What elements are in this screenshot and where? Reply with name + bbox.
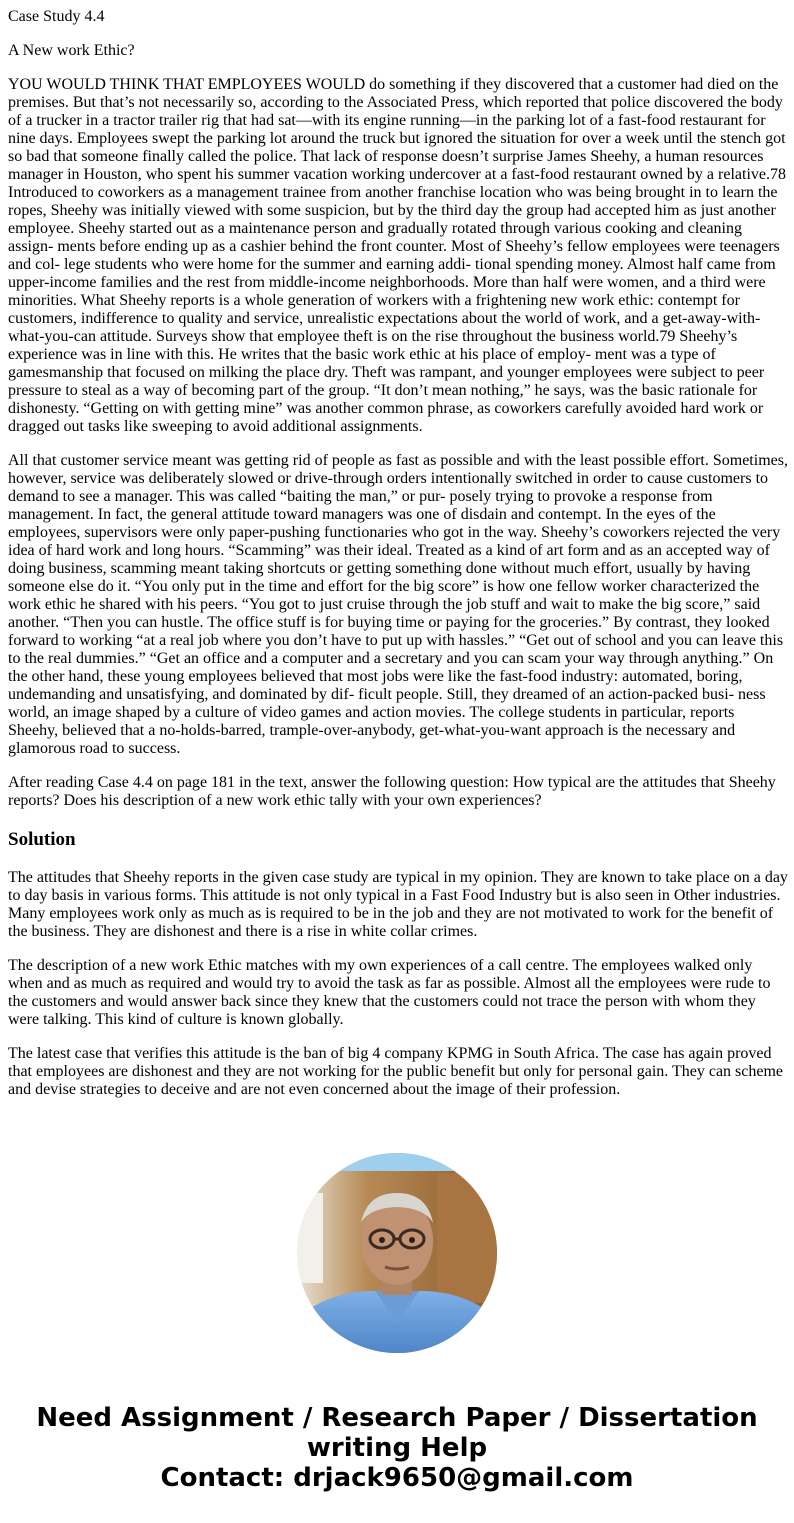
author-portrait-icon <box>297 1153 497 1353</box>
case-paragraph: All that customer service meant was getting rid of people as fast as possible and with the least possible effort. Sometimes, however, service was deliberately slowed or drive-through orders intentionally switched in order to cause customers to demand to see a manager. This was called “baiting the man,” or pur- posely trying to provoke a response from management. In fact, the general attitude toward managers was one of disdain and contempt. In the eyes of the employees, supervisors were only paper-pushing functionaries who got in the way. Sheehy’s coworkers rejected the very idea of hard work and long hours. “Scamming” was their ideal. Treated as a kind of art form and as an accepted way of doing business, scamming meant taking shortcuts or getting something done without much effort, usually by having someone else do it. “You only put in the time and effort for the big score” is how one fellow worker characterized the work ethic he shared with his peers. “You got to just cruise through the job stuff and wait to make the big score,” said another. “Then you can hustle. The office stuff is for buying time or paying for the groceries.” By contrast, they looked forward to working “at a real job where you don’t have to put up with hassles.” “Get out of school and you can leave this to the real dummies.” “Get an office and a computer and a secretary and you can scam your way through anything.” On the other hand, these young employees believed that most jobs were like the fast-food industry: automated, boring, undemanding and unsatisfying, and dominated by dif- ficult people. Still, they dreamed of an action-packed busi- ness world, an image shaped by a culture of video games and action movies. The college students in particular, reports Sheehy, believed that a no-holds-barred, trample-over-anybody, get-what-you-want approach is the necessary and glamorous road to success. <box>8 452 788 757</box>
case-title: Case Study 4.4 <box>8 8 105 25</box>
promo-line: Need Assignment / Research Paper / Dissertation <box>36 1403 758 1433</box>
promo-banner <box>0 1403 794 1493</box>
promo-contact: Contact: drjack9650@gmail.com <box>160 1463 634 1493</box>
case-paragraph: YOU WOULD THINK THAT EMPLOYEES WOULD do something if they discovered that a customer had died on the premises. But that’s not necessarily so, according to the Associated Press, which reported that police discovered the body of a trucker in a tractor trailer rig that had sat—with its engine running—in the parking lot of a fast-food restaurant for nine days. Employees swept the parking lot around the truck but ignored the situation for over a week until the stench got so bad that someone finally called the police. That lack of response doesn’t surprise James Sheehy, a human resources manager in Houston, who spent his summer vacation working undercover at a fast-food restaurant owned by a relative.78 Introduced to coworkers as a management trainee from another franchise location who was being brought in to learn the ropes, Sheehy was initially viewed with some suspicion, but by the third day the group had accepted him as just another employee. Sheehy started out as a maintenance person and gradually rotated through various cooking and cleaning assign- ments before ending up as a cashier behind the front counter. Most of Sheehy’s fellow employees were teenagers and col- lege students who were home for the summer and earning addi- tional spending money. Almost half came from upper-income families and the rest from middle-income neighborhoods. More than half were women, and a third were minorities. What Sheehy reports is a whole generation of workers with a frightening new work ethic: contempt for customers, indifference to quality and service, unrealistic expectations about the world of work, and a get-away-with-what-you-can attitude. Surveys show that employee theft is on the rise throughout the business world.79 Sheehy’s experience was in line with this. He writes that the basic work ethic at his place of employ- ment was a type of gamesmanship that focused on milking the place dry. Theft was rampant, and younger employees were subject to peer pressure to steal as a way of becoming part of the group. “It don’t mean nothing,” he says, was the basic rationale for dishonesty. “Getting on with getting mine” was another common phrase, as coworkers carefully avoided hard work or dragged out tasks like sweeping to avoid additional assignments. <box>8 76 786 435</box>
case-subtitle: A New work Ethic? <box>8 42 135 59</box>
solution-paragraph: The latest case that verifies this attitude is the ban of big 4 company KPMG in South Africa. The case has again proved that employees are dishonest and they are not working for the public benefit but only for personal gain. They can scheme and devise strategies to deceive and are not even concerned about the image of their profession. <box>8 1045 784 1098</box>
solution-heading: Solution <box>8 829 76 850</box>
author-photo <box>297 1153 497 1353</box>
assignment-question: After reading Case 4.4 on page 181 in the text, answer the following question: How typical are the attitudes that Sheehy reports? Does his description of a new work ethic tally with your own experiences? <box>8 774 776 809</box>
solution-paragraph: The attitudes that Sheehy reports in the given case study are typical in my opinion. They are known to take place on a day to day basis in various forms. This attitude is not only typical in a Fast Food Industry but is also seen in Other industries. Many employees work only as much as is required to be in the job and they are not motivated to work for the benefit of the business. They are dishonest and there is a rise in white collar crimes. <box>8 869 788 940</box>
solution-paragraph: The description of a new work Ethic matches with my own experiences of a call centre. The employees walked only when and as much as required and would try to avoid the task as far as possible. Almost all the employees were rude to the customers and would answer back since they knew that the customers could not trace the person with whom they were talking. This kind of culture is known globally. <box>8 957 771 1028</box>
promo-line: writing Help <box>306 1433 488 1463</box>
